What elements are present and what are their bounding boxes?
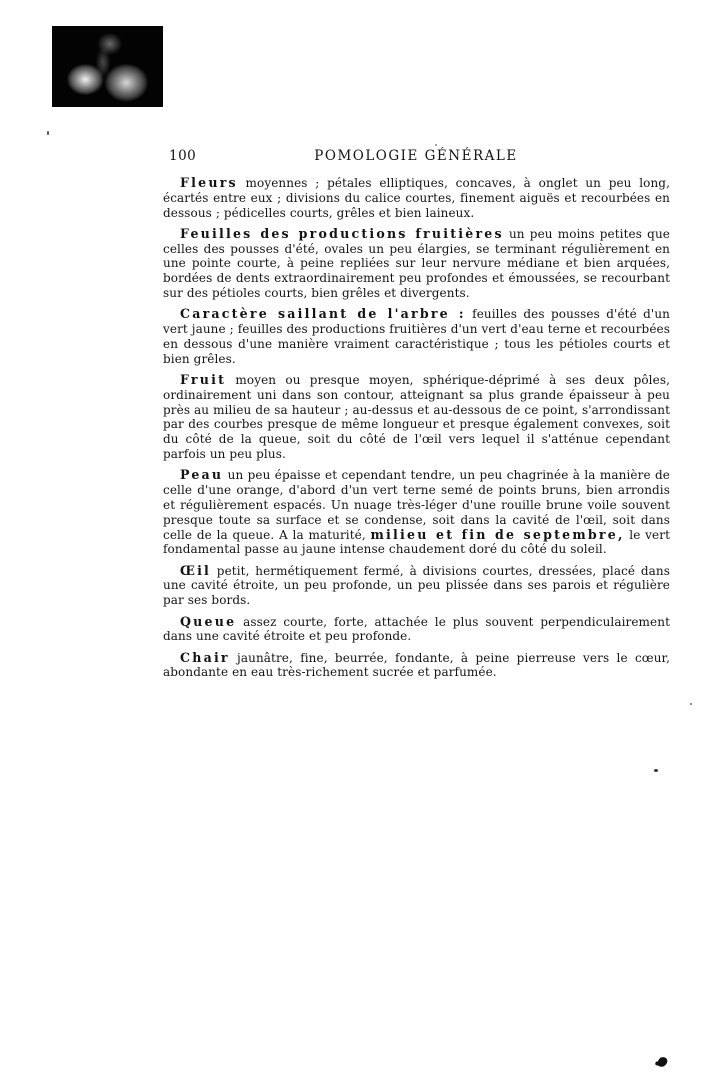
body-run: le vert fondamental passe au jaune intense chaudement doré du côté du soleil. xyxy=(163,527,671,557)
lead-word: Œil xyxy=(180,562,212,578)
lead-word: Feuilles des productions fruitières xyxy=(180,225,504,241)
paragraph xyxy=(163,615,670,645)
fruit-photo-thumbnail xyxy=(52,26,163,107)
page-number: 100 xyxy=(169,148,197,164)
body-text xyxy=(163,176,670,687)
lead-word: Queue xyxy=(180,613,237,629)
body-run: un peu épaisse et cependant tendre, un peu chagrinée à la manière de celle d'une orange, d'abord d'un vert terne semé de points bruns, bien arrondis et régulièrement espacés. Un nuage très-léger d'une rouille brune voile souvent presque toute sa surface et se condense, soit dans la cavité de l'œil, soit dans celle de la queue. A la maturité, xyxy=(163,468,670,542)
ink-speck xyxy=(690,703,692,705)
lead-word: Fleurs xyxy=(180,175,238,190)
body-run: jaunâtre, fine, beurrée, fondante, à peine pierreuse vers le cœur, abondante en eau très-richement sucrée et parfumée. xyxy=(163,650,670,680)
ink-speck xyxy=(654,769,658,772)
paragraph xyxy=(163,564,670,608)
paragraph xyxy=(163,176,670,220)
paragraph xyxy=(163,651,670,681)
paragraph xyxy=(163,307,670,366)
running-title: POMOLOGIE GÉNÉRALE xyxy=(314,148,518,164)
paragraph xyxy=(163,468,670,557)
lead-word: Peau xyxy=(180,467,224,483)
lead-word: Fruit xyxy=(180,372,227,388)
lead-word: milieu et fin de septembre, xyxy=(370,526,625,542)
lead-word: Chair xyxy=(180,649,230,665)
paragraph xyxy=(163,373,670,462)
ink-speck xyxy=(47,131,49,135)
body-run: moyen ou presque moyen, sphérique-déprimé à ses deux pôles, ordinairement uni dans son contour, atteignant sa plus grande épaisseur à peu près au milieu de sa hauteur ; au-dessus et au-dessous de ce point, s'arrondissant par des courbes presque de même longueur et presque également convexes, soit du côté de la queue, soit du côté de l'œil vers lequel il s'atténue cependant parfois un peu plus. xyxy=(163,373,670,462)
lead-word: Caractère saillant de l'arbre : xyxy=(180,306,466,322)
ink-blot xyxy=(657,1056,669,1068)
body-run: moyennes ; pétales elliptiques, concaves, à onglet un peu long, écartés entre eux ; divisions du calice courtes, finement aiguës et recourbées en dessous ; pédicelles courts, grêles et bien laineux. xyxy=(163,176,670,220)
body-run: assez courte, forte, attachée le plus souvent perpendiculairement dans une cavité étroite et peu profonde. xyxy=(163,614,670,644)
paragraph xyxy=(163,227,670,301)
running-head xyxy=(163,148,669,168)
body-run: feuilles des pousses d'été d'un vert jaune ; feuilles des productions fruitières d'un vert d'eau terne et recourbées en dessous d'une manière vraiment caractéristique ; tous les pétioles courts et bien grêles. xyxy=(163,307,670,366)
body-run: un peu moins petites que celles des pousses d'été, ovales un peu élargies, se terminant régulièrement en une pointe courte, à peine repliées sur leur nervure médiane et bien arquées, bordées de dents extraordinairement peu profondes et émoussées, se recourbant sur des pétioles courts, bien grêles et divergents. xyxy=(163,226,670,301)
body-run: petit, hermétiquement fermé, à divisions courtes, dressées, placé dans une cavité étroite, un peu profonde, un peu plissée dans ses parois et régulière par ses bords. xyxy=(163,563,670,608)
ink-speck xyxy=(435,144,437,146)
